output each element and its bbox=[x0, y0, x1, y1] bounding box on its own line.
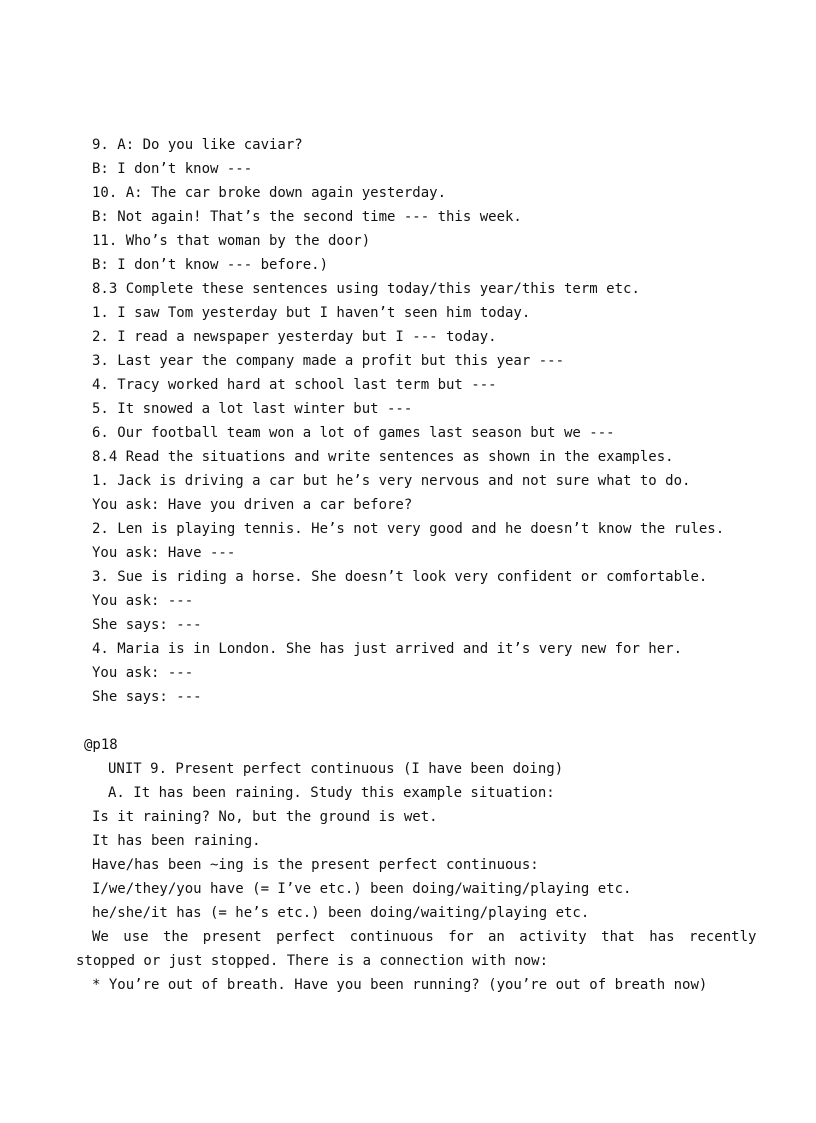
text-line: 10. A: The car broke down again yesterday. bbox=[92, 185, 447, 201]
text-line: She says: --- bbox=[92, 617, 202, 633]
text-line: 2. Len is playing tennis. He’s not very good and he doesn’t know the rules. bbox=[92, 521, 725, 537]
text-line: 3. Last year the company made a profit but this year --- bbox=[92, 353, 565, 369]
text-line: Have/has been ~ing is the present perfect continuous: bbox=[92, 857, 539, 873]
text-line: It has been raining. bbox=[92, 833, 261, 849]
text-line: 5. It snowed a lot last winter but --- bbox=[92, 401, 413, 417]
text-line: 4. Maria is in London. She has just arrived and it’s very new for her. bbox=[92, 641, 683, 657]
exercise-heading: 8.4 Read the situations and write sentences as shown in the examples. bbox=[92, 449, 674, 465]
text-line: he/she/it has (= he’s etc.) been doing/waiting/playing etc. bbox=[92, 905, 590, 921]
text-line: Is it raining? No, but the ground is wet. bbox=[92, 809, 438, 825]
unit-title: UNIT 9. Present perfect continuous (I have been doing) bbox=[108, 761, 564, 777]
text-line: * You’re out of breath. Have you been running? (you’re out of breath now) bbox=[92, 977, 708, 993]
text-line: You ask: --- bbox=[92, 665, 194, 681]
text-line: stopped or just stopped. There is a connection with now: bbox=[76, 953, 549, 969]
text-line: 1. Jack is driving a car but he’s very nervous and not sure what to do. bbox=[92, 473, 691, 489]
text-line: I/we/they/you have (= I’ve etc.) been doing/waiting/playing etc. bbox=[92, 881, 632, 897]
text-line: 4. Tracy worked hard at school last term but --- bbox=[92, 377, 497, 393]
page-marker: @p18 bbox=[84, 737, 118, 753]
text-line: 9. A: Do you like caviar? bbox=[92, 137, 303, 153]
text-line: She says: --- bbox=[92, 689, 202, 705]
text-line: B: I don’t know --- bbox=[92, 161, 253, 177]
text-line: 2. I read a newspaper yesterday but I --- today. bbox=[92, 329, 497, 345]
text-line: 1. I saw Tom yesterday but I haven’t seen him today. bbox=[92, 305, 531, 321]
text-line: B: I don’t know --- before.) bbox=[92, 257, 329, 273]
text-line: 3. Sue is riding a horse. She doesn’t look very confident or comfortable. bbox=[92, 569, 708, 585]
text-line: 11. Who’s that woman by the door) bbox=[92, 233, 371, 249]
section-heading: A. It has been raining. Study this example situation: bbox=[108, 785, 555, 801]
exercise-heading: 8.3 Complete these sentences using today/this year/this term etc. bbox=[92, 281, 640, 297]
text-line: You ask: Have --- bbox=[92, 545, 236, 561]
text-line-justified: We use the present perfect continuous for an activity that has recently bbox=[92, 929, 757, 945]
text-line: B: Not again! That’s the second time --- this week. bbox=[92, 209, 522, 225]
text-line: You ask: Have you driven a car before? bbox=[92, 497, 413, 513]
text-line: You ask: --- bbox=[92, 593, 194, 609]
text-line: 6. Our football team won a lot of games last season but we --- bbox=[92, 425, 615, 441]
